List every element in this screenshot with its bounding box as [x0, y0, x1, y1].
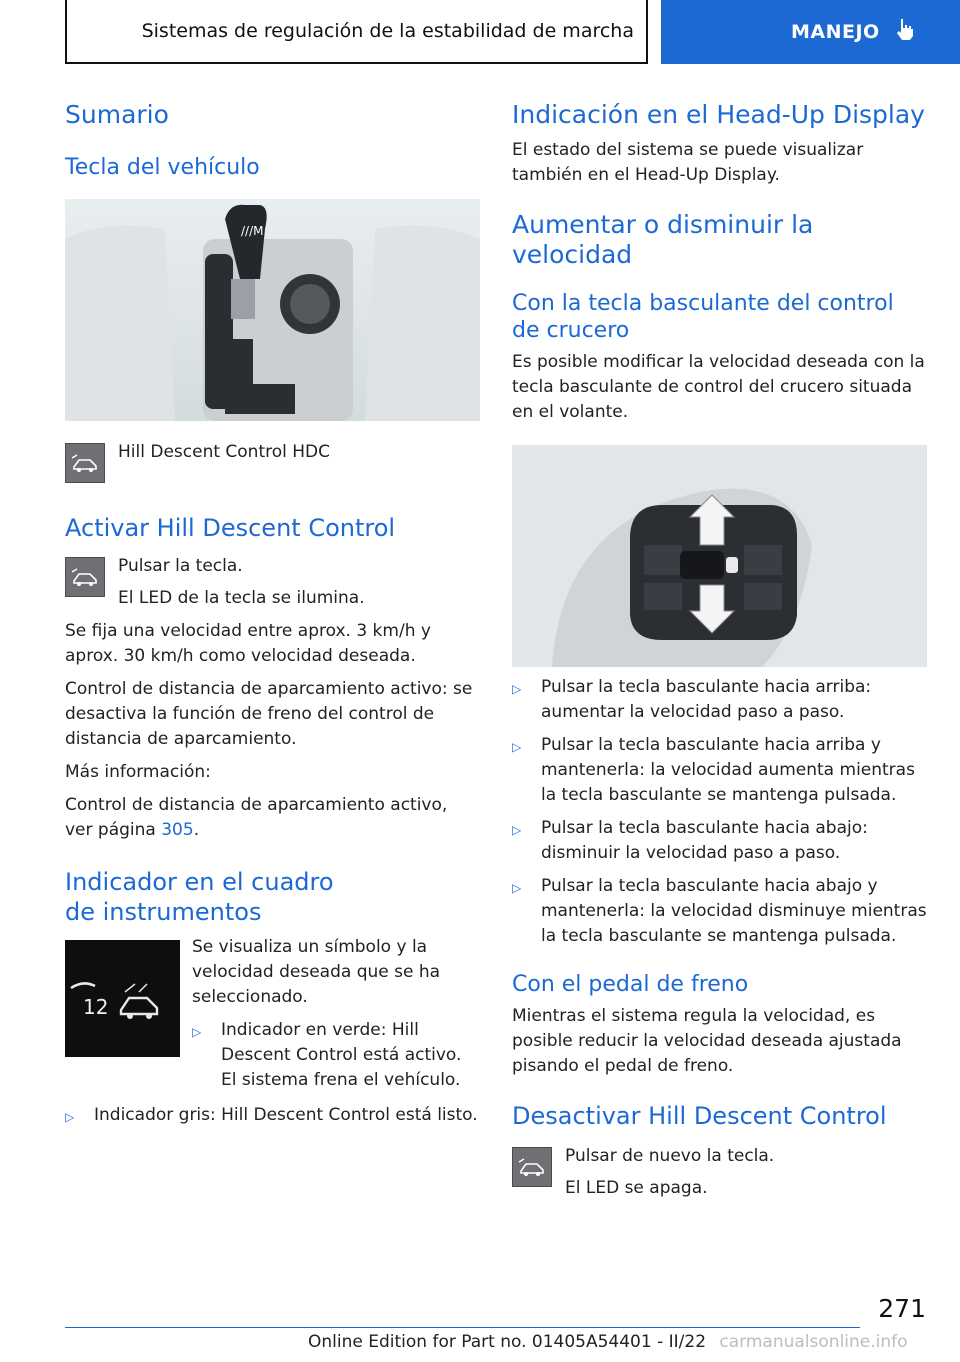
svg-text:///M: ///M — [241, 224, 264, 238]
chapter-tab — [661, 0, 960, 64]
bullet-triangle-icon: ▷ — [512, 823, 522, 837]
console-photo — [65, 199, 480, 421]
page-number: 271 — [878, 1294, 926, 1323]
activate-step-1: Pulsar la tecla. — [118, 556, 243, 576]
list-item: ▷ Pulsar la tecla basculante hacia arriba y mantenerla: la velocidad aumenta mientras la tecla basculante se mantenga pulsada. — [512, 735, 915, 805]
activate-step-2: El LED de la tecla se ilumina. — [118, 588, 365, 608]
speed-paragraph: Se fija una velocidad entre aprox. 3 km/h y aprox. 30 km/h como velocidad deseada. — [65, 621, 431, 666]
bullet-triangle-icon: ▷ — [512, 881, 522, 895]
reference-paragraph: Control de distancia de aparcamiento activo, ver página 305. — [65, 795, 448, 840]
section-header — [65, 0, 648, 64]
deactivate-step-1: Pulsar de nuevo la tecla. — [565, 1146, 775, 1166]
heading-sumario: Sumario — [65, 100, 169, 129]
hdc-button-row — [65, 443, 480, 483]
heading-brake: Con el pedal de freno — [512, 972, 749, 997]
footer-divider — [65, 1327, 860, 1328]
watermark: carmanualsonline.info — [719, 1332, 908, 1352]
list-item: ▷ Pulsar la tecla basculante hacia abajo: disminuir la velocidad paso a paso. — [512, 818, 868, 863]
hand-pointer-icon — [894, 17, 916, 47]
page-link[interactable]: 305 — [161, 820, 194, 840]
hdc-button-icon — [65, 443, 105, 483]
hdc-caption: Hill Descent Control HDC — [118, 442, 331, 462]
more-info-label: Más información: — [65, 762, 211, 782]
indicator-text: Se visualiza un símbolo y la velocidad deseada que se ha seleccionado. — [192, 937, 441, 1007]
steering-wheel-photo — [512, 445, 927, 667]
indicator-block — [65, 935, 480, 1093]
heading-activar: Activar Hill Descent Control — [65, 514, 396, 542]
deactivate-steps — [512, 1147, 927, 1201]
speed-bullet-list — [512, 675, 927, 949]
list-item: ▷ Indicador en verde: Hill Descent Control está activo. El sistema frena el vehículo. — [192, 1020, 462, 1090]
deactivate-step-2: El LED se apaga. — [565, 1178, 708, 1198]
park-paragraph: Control de distancia de aparcamiento activo: se desactiva la función de freno del control de distancia de aparcamiento. — [65, 679, 473, 749]
left-column — [65, 92, 480, 1130]
list-item: ▷ Pulsar la tecla basculante hacia arriba: aumentar la velocidad paso a paso. — [512, 677, 872, 722]
heading-rocker: Con la tecla basculante del control de crucero — [512, 291, 894, 343]
bullet-triangle-icon: ▷ — [65, 1110, 75, 1124]
bullet-triangle-icon: ▷ — [192, 1025, 202, 1039]
heading-deactivate: Desactivar Hill Descent Control — [512, 1102, 887, 1130]
rocker-paragraph: Es posible modificar la velocidad deseada con la tecla basculante de control del crucero situada en el volante. — [512, 352, 925, 422]
list-item: ▷ Pulsar la tecla basculante hacia abajo y mantenerla: la velocidad disminuye mientras la tecla basculante se mantenga pulsada. — [512, 876, 927, 946]
indicator-speed: 12 — [83, 995, 109, 1019]
right-column — [512, 92, 927, 1201]
heading-speed: Aumentar o disminuir la velocidad — [512, 210, 814, 269]
heading-indicador: Indicador en el cuadro de instrumentos — [65, 868, 334, 926]
brake-paragraph: Mientras el sistema regula la velocidad, es posible reducir la velocidad deseada ajustada pisando el pedal de freno. — [512, 1006, 902, 1076]
activate-steps — [65, 557, 480, 611]
hdc-button-icon — [512, 1147, 552, 1187]
list-item: ▷ Indicador gris: Hill Descent Control está listo. — [65, 1103, 480, 1130]
heading-tecla: Tecla del vehículo — [65, 155, 260, 180]
bullet-triangle-icon: ▷ — [512, 740, 522, 754]
section-title: Sistemas de regulación de la estabilidad de marcha — [141, 20, 634, 42]
bullet-triangle-icon: ▷ — [512, 682, 522, 696]
heading-hud: Indicación en el Head-Up Display — [512, 100, 925, 129]
chapter-label: MANEJO — [791, 21, 880, 43]
hdc-button-icon — [65, 557, 105, 597]
hud-paragraph: El estado del sistema se puede visualizar también en el Head-Up Display. — [512, 140, 864, 185]
footer-edition: Online Edition for Part no. 01405A54401 - II/22 carmanualsonline.info — [308, 1332, 908, 1352]
instrument-indicator-image — [65, 940, 180, 1057]
